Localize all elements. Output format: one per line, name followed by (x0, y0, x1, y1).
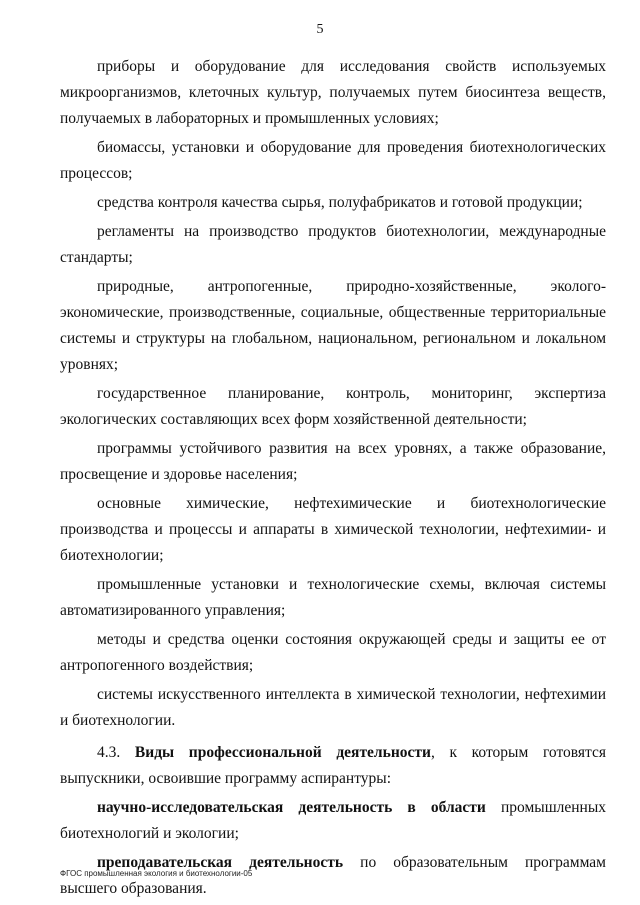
section-title: Виды профессиональной деятельности (134, 744, 431, 761)
list-item-environment-assessment: методы и средства оценки состояния окружающей среды и защиты ее от антропогенного воздействия; (60, 631, 606, 674)
list-item-territorial-systems: природные, антропогенные, природно-хозяйственные, эколого-экономические, производственные, социальные, общественные территориальные системы и структуры на глобальном, национальном, региональном и локальном уровнях; (60, 278, 606, 373)
page-footer: ФГОС промышленная экология и биотехнологии-05 (60, 869, 253, 878)
activity-research-title: научно-исследовательская деятельность в области (97, 799, 486, 816)
document-body (60, 54, 606, 902)
list-item-chemical-production: основные химические, нефтехимические и биотехнологические производства и процессы и аппараты в химической технологии, нефтехимии- и биотехнологии; (60, 495, 606, 564)
list-item-artificial-intelligence: системы искусственного интеллекта в химической технологии, нефтехимии и биотехнологии. (60, 686, 606, 729)
list-item-regulations: регламенты на производство продуктов биотехнологии, международные стандарты; (60, 223, 606, 266)
section-heading (60, 740, 606, 792)
activity-teaching-text: по образовательным программам высшего образования. (60, 854, 606, 897)
activity-teaching-title: преподавательская деятельность (97, 854, 344, 871)
list-item-state-planning: государственное планирование, контроль, мониторинг, экспертиза экологических составляющих всех форм хозяйственной деятельности; (60, 385, 606, 428)
page-number: 5 (316, 22, 324, 37)
list-item-instruments: приборы и оборудование для исследования свойств используемых микроорганизмов, клеточных культур, получаемых путем биосинтеза веществ, получаемых в лабораторных и промышленных условиях; (60, 58, 606, 127)
section-title-rest: , к которым готовятся выпускники, освоившие программу аспирантуры: (60, 744, 606, 787)
activity-research (60, 795, 606, 847)
list-item-industrial-installations: промышленные установки и технологические схемы, включая системы автоматизированного управления; (60, 576, 606, 619)
list-item-biomass: биомассы, установки и оборудование для проведения биотехнологических процессов; (60, 139, 606, 182)
section-number: 4.3. (97, 744, 121, 761)
list-item-quality-control: средства контроля качества сырья, полуфабрикатов и готовой продукции; (97, 194, 583, 211)
activity-research-text: промышленных биотехнологий и экологии; (60, 799, 606, 842)
list-item-sustainable-development: программы устойчивого развития на всех уровнях, а также образование, просвещение и здоровье населения; (60, 440, 606, 483)
